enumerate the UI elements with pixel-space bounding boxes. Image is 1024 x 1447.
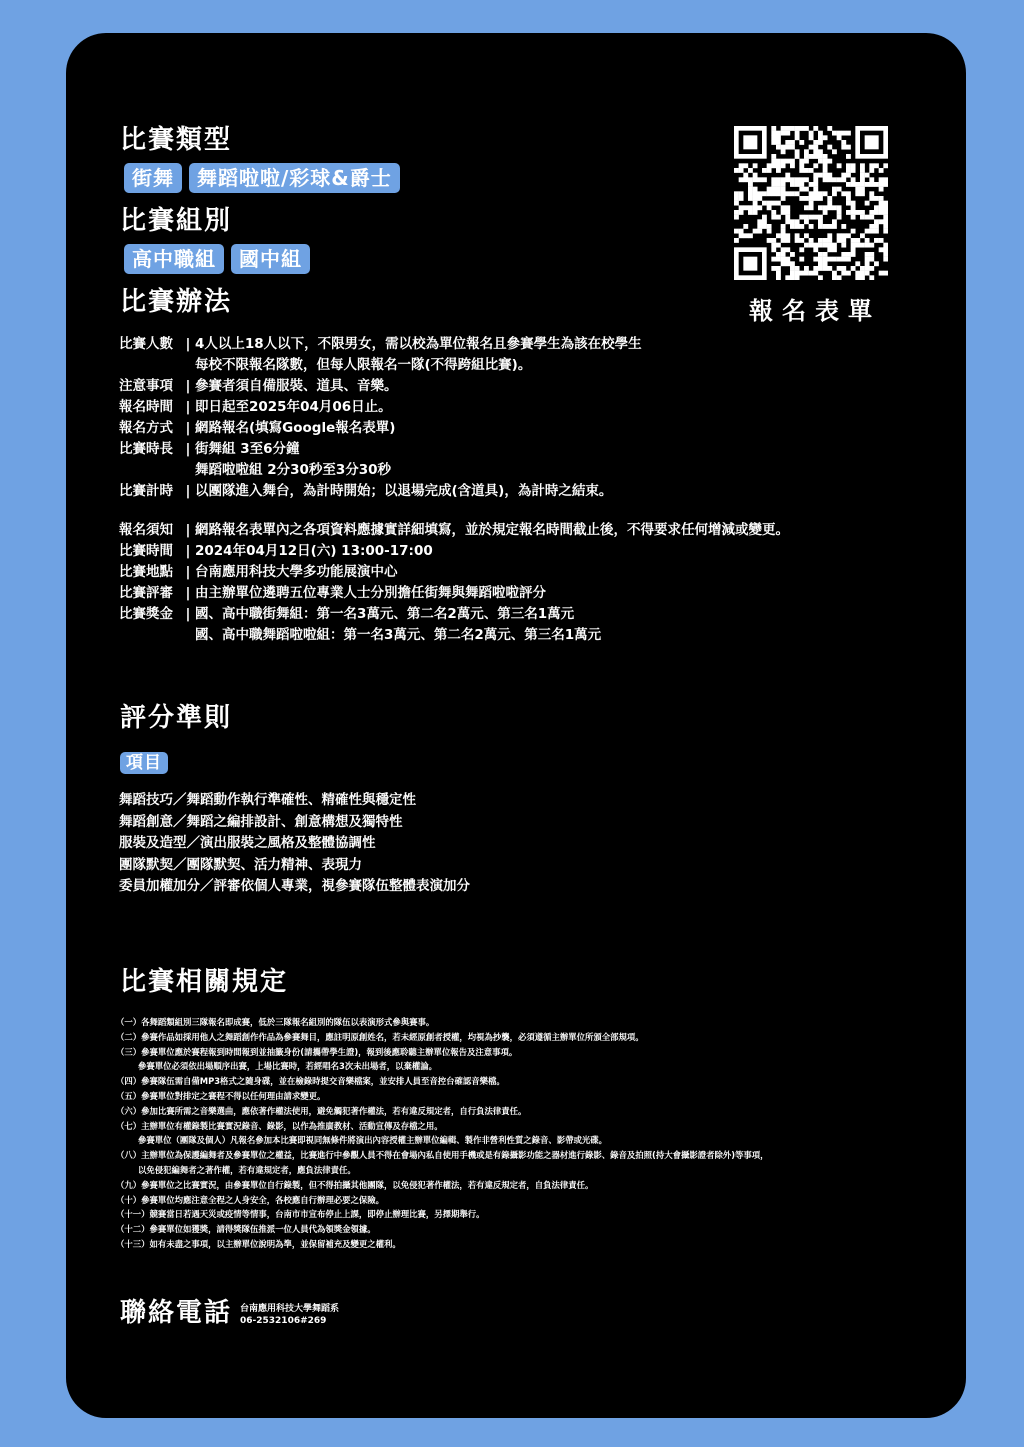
group-tag-juniorhigh: 國中組 bbox=[231, 244, 310, 274]
rule-key: 報名時間 bbox=[119, 399, 173, 415]
criteria-item: 委員加權加分／評審依個人專業，視參賽隊伍整體表演加分 bbox=[119, 878, 470, 894]
rule-key: 比賽地點 bbox=[119, 564, 173, 580]
regulation-item: （十）參賽單位均應注意全程之人身安全，各校應自行辦理必要之保險。 bbox=[116, 1194, 384, 1205]
qr-caption: 報名表單 bbox=[749, 297, 881, 325]
criteria-tag: 項目 bbox=[120, 752, 168, 774]
regulations-list bbox=[116, 1015, 946, 1252]
rule-notice bbox=[119, 520, 949, 541]
group-tags bbox=[124, 244, 310, 274]
type-tag-cheer-jazz: 舞蹈啦啦/彩球&爵士 bbox=[189, 163, 400, 193]
rule-value-continued: 每校不限報名隊數，但每人限報名一隊(不得跨組比賽)。 bbox=[195, 357, 532, 373]
group-tag-highschool: 高中職組 bbox=[124, 244, 224, 274]
type-tags bbox=[124, 163, 400, 193]
rules-list bbox=[119, 334, 949, 646]
regulation-item: （二）參賽作品如採用他人之舞蹈創作作品為參賽舞目，應註明原創姓名，若未經原創者授權，均視為抄襲，必須遵循主辦單位所頒全部規項。 bbox=[116, 1031, 644, 1042]
rule-value: 由主辦單位遴聘五位專業人士分別擔任街舞與舞蹈啦啦評分 bbox=[195, 585, 546, 601]
rule-key: 報名須知 bbox=[119, 522, 173, 538]
type-tag-streetdance: 街舞 bbox=[124, 163, 182, 193]
rule-judges bbox=[119, 583, 949, 604]
criteria-list bbox=[119, 790, 919, 898]
contact-phone: 06-2532106#269 bbox=[240, 1316, 327, 1326]
contact-title: 聯絡電話 bbox=[120, 1298, 233, 1328]
rule-separator: | bbox=[185, 420, 191, 436]
rule-separator: | bbox=[185, 399, 191, 415]
rule-value: 4人以上18人以下，不限男女，需以校為單位報名且參賽學生為該在校學生 bbox=[195, 336, 642, 352]
rule-timing bbox=[119, 481, 949, 502]
rule-value: 即日起至2025年04月06日止。 bbox=[195, 399, 392, 415]
regulation-item-continued: 參賽單位（團隊及個人）凡報名參加本比賽即視同無條件將演出內容授權主辦單位編輯、製作非營利性質之錄音、影帶或光碟。 bbox=[138, 1135, 607, 1146]
rule-note bbox=[119, 376, 949, 397]
rule-key: 比賽人數 bbox=[119, 336, 173, 352]
rule-value: 網路報名表單內之各項資料應據實詳細填寫，並於規定報名時間截止後，不得要求任何增減或變更。 bbox=[195, 522, 789, 538]
rule-separator: | bbox=[185, 585, 191, 601]
rule-separator: | bbox=[185, 606, 191, 622]
rule-key: 比賽計時 bbox=[119, 483, 173, 499]
rule-separator: | bbox=[185, 441, 191, 457]
rule-reg-method bbox=[119, 418, 949, 439]
regulation-item: （四）參賽隊伍需自備MP3格式之隨身碟，並在檢錄時提交音樂檔案，並安排人員至音控台確認音樂檔。 bbox=[116, 1076, 505, 1087]
criteria-item: 舞蹈創意／舞蹈之編排設計、創意構想及獨特性 bbox=[119, 813, 403, 830]
rule-value: 國、高中職街舞組：第一名3萬元、第二名2萬元、第三名1萬元 bbox=[195, 606, 575, 622]
rule-value: 2024年04月12日(六) 13:00-17:00 bbox=[195, 543, 433, 559]
regulation-item: （三）參賽單位應於賽程報到時間報到並抽籤身份(請攜帶學生證)，報到後應聆聽主辦單位報告及注意事項。 bbox=[116, 1046, 518, 1057]
rule-venue bbox=[119, 562, 949, 583]
contact-details bbox=[240, 1303, 339, 1327]
rule-value-continued: 國、高中職舞蹈啦啦組：第一名3萬元、第二名2萬元、第三名1萬元 bbox=[195, 627, 602, 643]
criteria-tag-wrap bbox=[120, 751, 168, 775]
regulation-item: （十二）參賽單位如獲獎，請得獎隊伍推派一位人員代為領獎金領據。 bbox=[116, 1224, 376, 1235]
rule-count bbox=[119, 334, 949, 355]
type-title: 比賽類型 bbox=[120, 125, 233, 155]
criteria-item: 服裝及造型／演出服裝之風格及整體協調性 bbox=[119, 835, 376, 851]
poster-card bbox=[66, 33, 966, 1418]
rule-value: 台南應用科技大學多功能展演中心 bbox=[195, 564, 398, 580]
qr-code[interactable] bbox=[734, 126, 888, 280]
rule-value: 網路報名(填寫Google報名表單) bbox=[195, 420, 396, 436]
rule-separator: | bbox=[185, 336, 191, 352]
rule-value: 街舞組 3至6分鐘 bbox=[195, 441, 300, 457]
regulation-item-continued: 以免侵犯編舞者之著作權，若有違規定者，應負法律責任。 bbox=[138, 1164, 356, 1175]
rule-key: 比賽評審 bbox=[119, 585, 173, 601]
rule-value-continued: 舞蹈啦啦組 2分30秒至3分30秒 bbox=[195, 462, 392, 478]
criteria-item: 團隊默契／團隊默契、活力精神、表現力 bbox=[119, 856, 362, 873]
regulation-item: （一）各舞蹈類組別三隊報名即成賽，低於三隊報名組別的隊伍以表演形式參與賽事。 bbox=[116, 1017, 435, 1027]
rule-key: 比賽時間 bbox=[119, 543, 173, 559]
regulation-item: （五）參賽單位對排定之賽程不得以任何理由請求變更。 bbox=[116, 1090, 326, 1101]
rule-reg-time bbox=[119, 397, 949, 418]
method-title: 比賽辦法 bbox=[120, 287, 233, 317]
rule-prize bbox=[119, 604, 949, 625]
rule-separator: | bbox=[185, 543, 191, 559]
rule-date bbox=[119, 541, 949, 562]
rule-separator: | bbox=[185, 522, 191, 538]
rule-separator: | bbox=[185, 378, 191, 394]
rule-separator: | bbox=[185, 483, 191, 499]
criteria-title: 評分準則 bbox=[120, 703, 233, 733]
regulation-item: （九）參賽單位之比賽實況，由參賽單位自行錄製，但不得拍攝其他團隊，以免侵犯著作權法，若有違反規定者，自負法律責任。 bbox=[116, 1179, 594, 1190]
regulation-item: （八）主辦單位為保護編舞者及參賽單位之權益，比賽進行中參觀人員不得在會場內私自使用手機或是有錄攝影功能之器材進行錄影、錄音及拍照(持大會攝影證者除外)等事項， bbox=[116, 1150, 769, 1161]
criteria-item: 舞蹈技巧／舞蹈動作執行準確性、精確性與穩定性 bbox=[119, 792, 416, 808]
regulation-item: （七）主辦單位有權錄製比賽實況錄音、錄影，以作為推廣教材、活動宣傳及存檔之用。 bbox=[116, 1120, 443, 1131]
rule-key: 注意事項 bbox=[119, 378, 173, 394]
regulation-item: （十三）如有未盡之事項，以主辦單位說明為準，並保留補充及變更之權利。 bbox=[116, 1238, 401, 1249]
rule-value: 參賽者須自備服裝、道具、音樂。 bbox=[195, 378, 398, 394]
regulation-item: （六）參加比賽所需之音樂選曲，應依著作權法使用，避免觸犯著作權法，若有違反規定者，自行負法律責任。 bbox=[116, 1105, 527, 1116]
rule-separator: | bbox=[185, 564, 191, 580]
rule-value: 以團隊進入舞台，為計時開始；以退場完成(含道具)，為計時之結束。 bbox=[195, 483, 613, 499]
regulation-item: （十一）競賽當日若遇天災或疫情等情事，台南市市宣布停止上課，即停止辦理比賽，另擇期舉行。 bbox=[116, 1209, 485, 1220]
rule-key: 比賽時長 bbox=[119, 441, 173, 457]
regulation-item-continued: 參賽單位必須依出場順序出賽，上場比賽時，若經唱名3次未出場者，以棄權論。 bbox=[138, 1061, 437, 1072]
regulations-title: 比賽相關規定 bbox=[120, 967, 289, 997]
rule-key: 比賽獎金 bbox=[119, 606, 173, 622]
rule-key: 報名方式 bbox=[119, 420, 173, 436]
rule-duration bbox=[119, 439, 949, 460]
group-title: 比賽組別 bbox=[120, 206, 233, 236]
contact-org: 台南應用科技大學舞蹈系 bbox=[240, 1304, 340, 1314]
